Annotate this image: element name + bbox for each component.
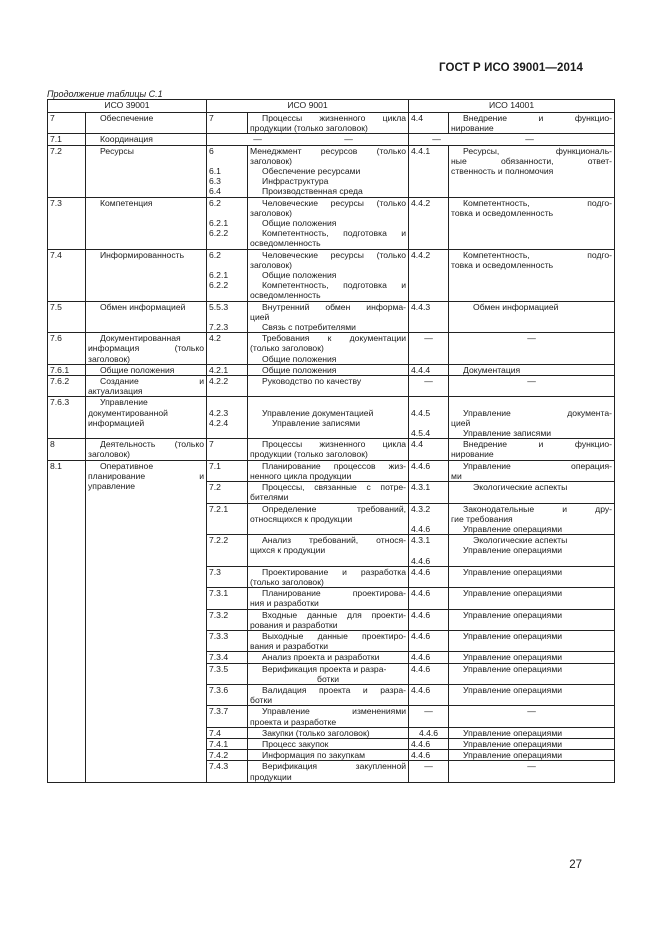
clause-title: Управление операциями [449,750,615,761]
clause-title: Создание и актуализация [86,376,207,397]
clause-title: Планирование процессов жиз- ненного цикла продукции [248,460,409,481]
clause-title: Человеческие ресурсы (только заголовок) Общие положения Компетентность, подготовка и осведомленность [248,249,409,301]
clause-number: 5.5.3 7.2.3 [207,301,248,333]
clause-title: Экологические аспекты Управление операциями [449,535,615,567]
table-row [48,113,615,134]
clause-number: 7.3.2 [207,609,248,630]
clause-title: Планирование проектирова- ния и разработки [248,588,409,609]
clause-number: 7.6.1 [48,364,86,375]
clause-title: Информация по закупкам [248,750,409,761]
clause-title: Управление операция- ми [449,460,615,481]
clause-number: 7.5 [48,301,86,333]
clause-number: 4.4.6 [409,727,449,738]
clause-title: Информированность [86,249,207,301]
clause-title: Экологические аспекты [449,482,615,503]
clause-number: 4.4.5 4.5.4 [409,397,449,439]
clause-number: 4.2.2 [207,376,248,397]
clause-number: 7.4 [207,727,248,738]
clause-title: Управление операциями [449,609,615,630]
table-row [48,249,615,301]
clause-number: 4.4.6 [409,750,449,761]
clause-number: 7.3.7 [207,706,248,727]
clause-number: 4.3.1 4.4.6 [409,535,449,567]
column-header-iso14001: ИСО 14001 [409,100,615,113]
clause-number: 7.3 [207,566,248,587]
clause-title: Документация [449,364,615,375]
clause-number: 7 [207,113,248,134]
clause-title: Обмен информацией [449,301,615,333]
clause-number: 4.4.6 [409,663,449,684]
table-row [48,197,615,249]
clause-title: Менеджмент ресурсов (только заголовок) Обеспечение ресурсами Инфраструктура Производственная среда [248,145,409,197]
clause-number: 7.3.4 [207,652,248,663]
clause-number: 7.4.3 [207,761,248,782]
no-match-dash: — [409,333,449,365]
clause-number: 4.4.6 [409,588,449,609]
table-row [48,333,615,365]
no-match-dash: — [409,376,449,397]
clause-title: Управление изменениями проекта и разработке [248,706,409,727]
clause-number: 7.3.5 [207,663,248,684]
no-match-dash: — [449,761,615,782]
clause-number: 4.4.3 [409,301,449,333]
clause-number: 4.4.1 [409,145,449,197]
clause-title: Координация [86,134,207,145]
clause-title: Требования к документации (только заголовок) Общие положения [248,333,409,365]
clause-title: Управление операциями [449,663,615,684]
clause-title: Обмен информацией [86,301,207,333]
clause-number: 4.4.6 [409,566,449,587]
column-header-iso9001: ИСО 9001 [207,100,409,113]
clause-number: 6.2 6.2.1 6.2.2 [207,249,248,301]
clause-title: Определение требований, относящихся к продукции [248,503,409,535]
clause-number: 7.3.3 [207,630,248,651]
column-header-iso39001: ИСО 39001 [48,100,207,113]
clause-number: 4.3.1 [409,482,449,503]
clause-title: Ресурсы, функциональ- ные обязанности, ответ- ственность и полномочия [449,145,615,197]
clause-title: Ресурсы [86,145,207,197]
clause-title: Верификация проекта и разра- ботки [248,663,409,684]
clause-title: Управление операциями [449,652,615,663]
clause-title: Компетентность, подго- товка и осведомленность [449,197,615,249]
clause-number: 4.4 [409,113,449,134]
table-row [48,364,615,375]
clause-title: Управление операциями [449,684,615,705]
clause-title: Внедрение и функцио- нирование [449,113,615,134]
clause-title: Управление операциями [449,588,615,609]
clause-title: Внедрение и функцио- нирование [449,439,615,460]
table-row [48,134,615,145]
clause-title: Управление операциями [449,566,615,587]
clause-number: 4.4 [409,439,449,460]
clause-number: 4.4.4 [409,364,449,375]
clause-number: 7.6.3 [48,397,86,439]
correspondence-table [47,99,615,783]
table-row [48,301,615,333]
clause-number: 7.6.2 [48,376,86,397]
clause-number: 4.4.2 [409,249,449,301]
clause-number: 7.3.6 [207,684,248,705]
clause-title: Управление документацией Управление записями [248,397,409,439]
clause-title: Управление операциями [449,630,615,651]
no-match-dash: — [409,706,449,727]
clause-number: 7.2 [48,145,86,197]
clause-number: 4.4.6 [409,609,449,630]
clause-number: 7.2.2 [207,535,248,567]
clause-title: Руководство по качеству [248,376,409,397]
clause-title: Внутренний обмен информа- цией Связь с потребителями [248,301,409,333]
clause-number: 7.2 [207,482,248,503]
document-standard-header: ГОСТ Р ИСО 39001—2014 [438,62,583,74]
no-match-dash: — [449,333,615,365]
clause-title: Управление документа- цией Управление записями [449,397,615,439]
clause-number: 7 [207,439,248,460]
clause-title: Валидация проекта и разра- ботки [248,684,409,705]
clause-title: Проектирование и разработка (только заголовок) [248,566,409,587]
clause-title: Оперативное планирование и управление [86,460,207,782]
clause-number: 4.2.1 [207,364,248,375]
clause-number: 7.6 [48,333,86,365]
table-row [48,397,615,439]
no-match-dash: — [409,761,449,782]
clause-number: 4.4.2 [409,197,449,249]
clause-title: Компетенция [86,197,207,249]
clause-title: Анализ требований, относя- щихся к продукции [248,535,409,567]
clause-number: 4.2.3 4.2.4 [207,397,248,439]
clause-title: Общие положения [86,364,207,375]
clause-number: 4.4.6 [409,652,449,663]
clause-title: Человеческие ресурсы (только заголовок) Общие положения Компетентность, подготовка и осведомленность [248,197,409,249]
clause-title: Документированная информация (только заголовок) [86,333,207,365]
clause-title: Входные данные для проекти- рования и разработки [248,609,409,630]
clause-number: 7.3 [48,197,86,249]
clause-number: 7.2.1 [207,503,248,535]
clause-title: Деятельность (только заголовок) [86,439,207,460]
clause-title: Верификация закупленной продукции [248,761,409,782]
clause-title: Анализ проекта и разработки [248,652,409,663]
clause-number: 7.4 [48,249,86,301]
clause-title: Обеспечение [86,113,207,134]
clause-number: 6 6.1 6.3 6.4 [207,145,248,197]
clause-title: Процессы жизненного цикла продукции (только заголовок) [248,113,409,134]
table-row [48,145,615,197]
clause-number: 4.2 [207,333,248,365]
clause-title: Компетентность, подго- товка и осведомленность [449,249,615,301]
clause-title: Законодательные и дру- гие требования Управление операциями [449,503,615,535]
clause-title: Выходные данные проектиро- вания и разработки [248,630,409,651]
table-caption: Продолжение таблицы С.1 [47,89,163,99]
clause-number: 7.1 [207,460,248,481]
table-row [48,460,615,481]
table-row [48,439,615,460]
clause-number: 4.4.6 [409,460,449,481]
clause-number: 4.4.6 [409,738,449,749]
page-number: 27 [569,859,582,871]
clause-number: 4.4.6 [409,630,449,651]
no-match-dash: — — [409,134,615,145]
clause-title: Общие положения [248,364,409,375]
clause-number: 7.1 [48,134,86,145]
no-match-dash: — [449,376,615,397]
clause-number: 7.3.1 [207,588,248,609]
clause-number: 7.4.2 [207,750,248,761]
clause-title: Управление документированной информацией [86,397,207,439]
clause-title: Управление операциями [449,727,615,738]
no-match-dash: — [449,706,615,727]
clause-number: 7.4.1 [207,738,248,749]
clause-number: 8 [48,439,86,460]
clause-number: 4.3.2 4.4.6 [409,503,449,535]
clause-number: 4.4.6 [409,684,449,705]
clause-number: 6.2 6.2.1 6.2.2 [207,197,248,249]
clause-title: Управление операциями [449,738,615,749]
clause-title: Процессы жизненного цикла продукции (только заголовок) [248,439,409,460]
clause-title: Процессы, связанные с потре- бителями [248,482,409,503]
table-row [48,376,615,397]
clause-title: Процесс закупок [248,738,409,749]
clause-title: Закупки (только заголовок) [248,727,409,738]
table-header-row [48,100,615,113]
clause-number: 7 [48,113,86,134]
clause-number: 8.1 [48,460,86,782]
no-match-dash: — — [207,134,409,145]
